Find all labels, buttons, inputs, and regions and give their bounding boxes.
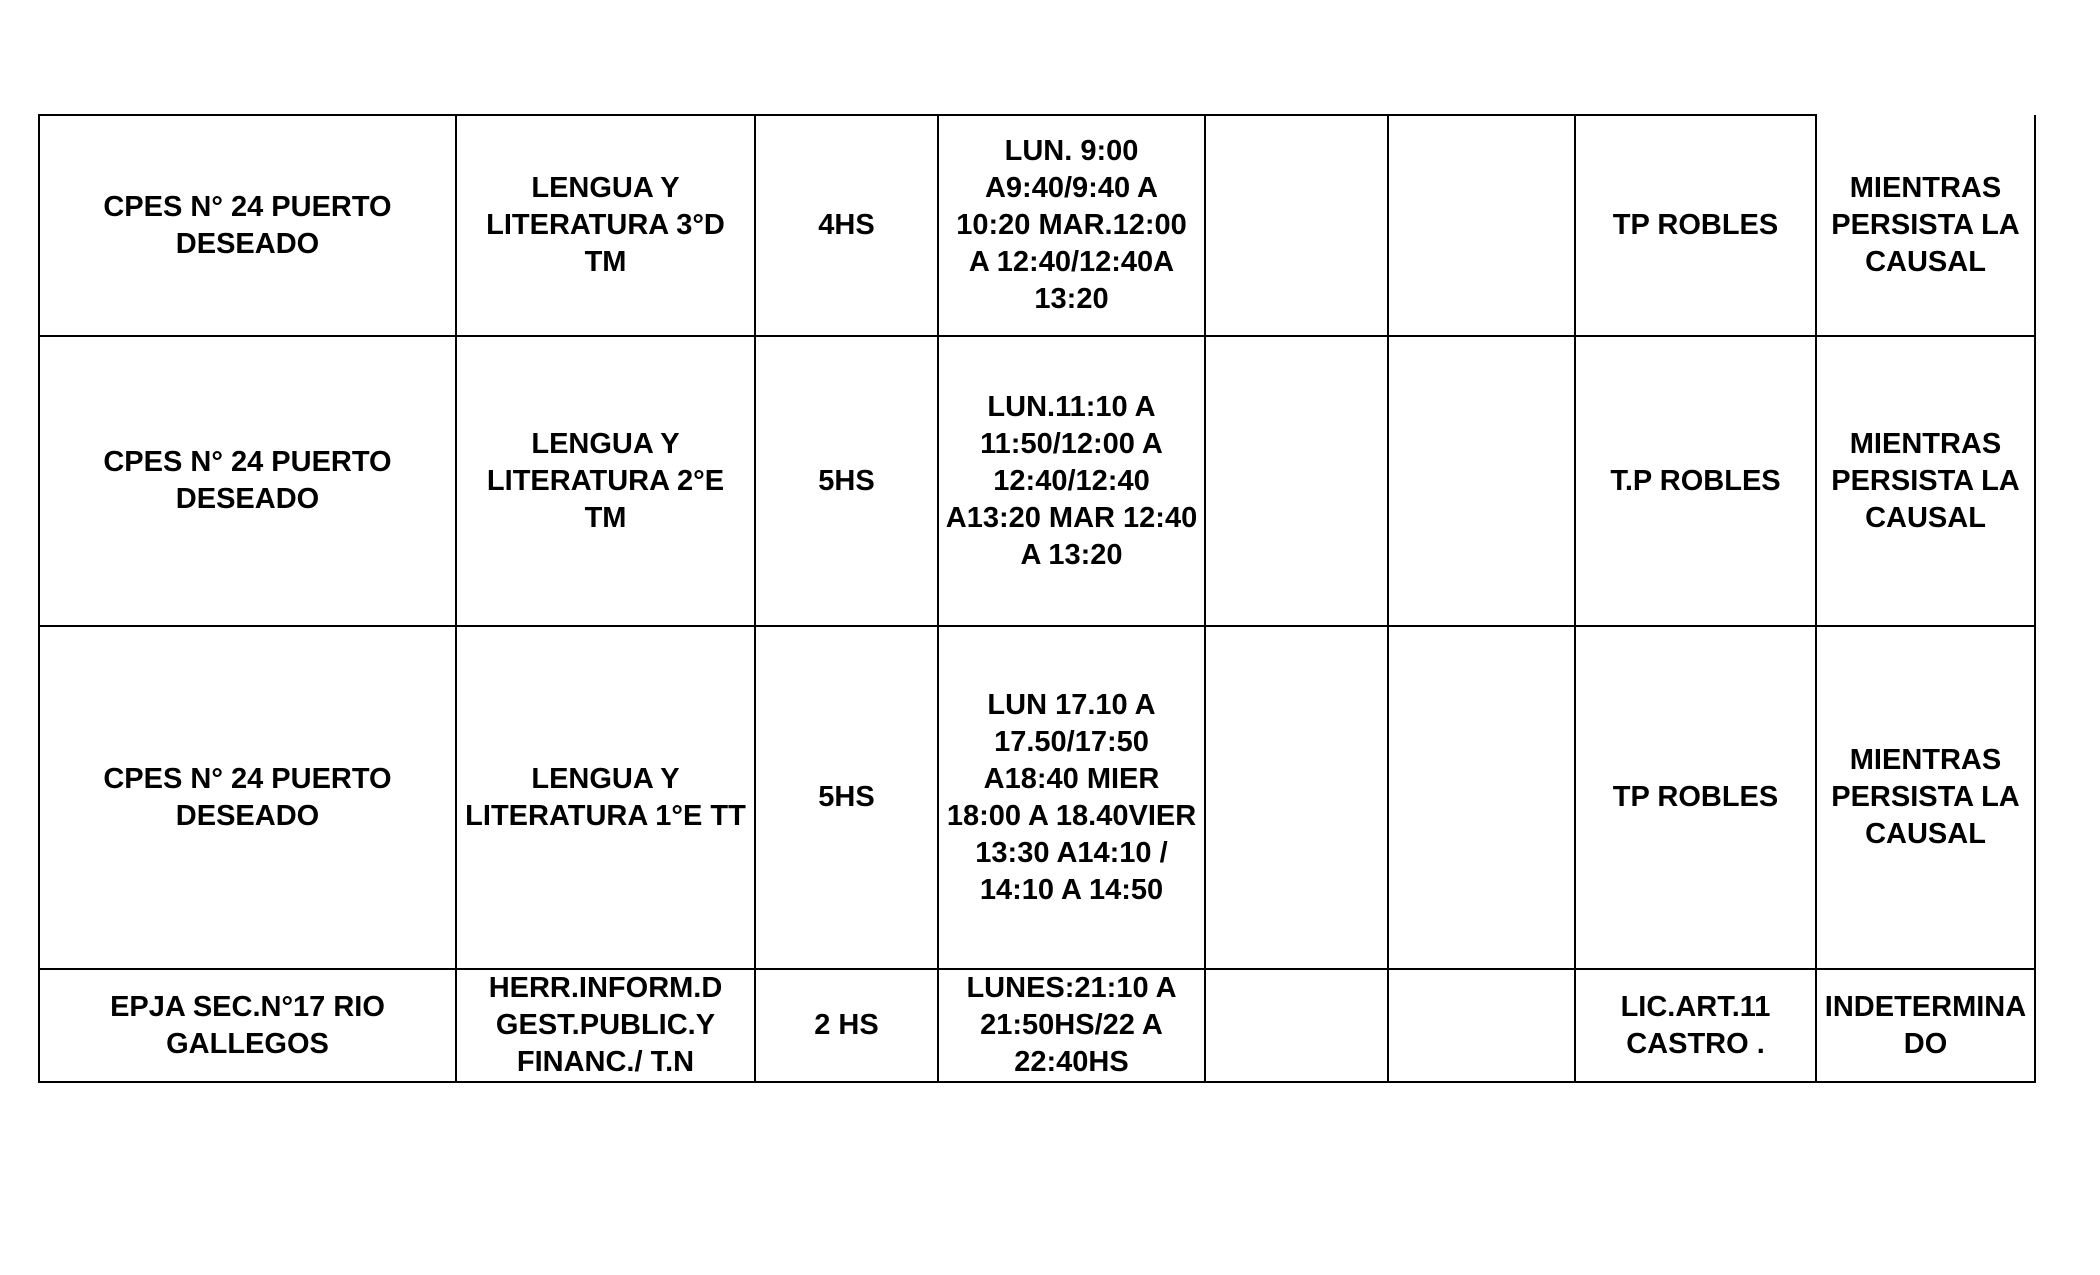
empty-cell-a (1205, 115, 1388, 336)
table-row (39, 336, 2035, 626)
reason-cell: TP ROBLES (1575, 626, 1816, 969)
schedule-cell: LUN. 9:00 A9:40/9:40 A 10:20 MAR.12:00 A 12:40/12:40A 13:20 (938, 115, 1205, 336)
reason-cell: LIC.ART.11 CASTRO . (1575, 969, 1816, 1082)
hours-cell: 5HS (755, 626, 938, 969)
school-cell: EPJA SEC.N°17 RIO GALLEGOS (39, 969, 456, 1082)
empty-cell-a (1205, 969, 1388, 1082)
duration-cell: MIENTRAS PERSISTA LA CAUSAL (1816, 115, 2035, 336)
reason-cell: T.P ROBLES (1575, 336, 1816, 626)
schedule-cell: LUN.11:10 A 11:50/12:00 A 12:40/12:40 A13:20 MAR 12:40 A 13:20 (938, 336, 1205, 626)
empty-cell-a (1205, 626, 1388, 969)
schedule-table (38, 114, 2036, 1083)
table-row (39, 969, 2035, 1082)
school-cell: CPES N° 24 PUERTO DESEADO (39, 626, 456, 969)
subject-cell: LENGUA Y LITERATURA 3°D TM (456, 115, 755, 336)
empty-cell-b (1388, 115, 1575, 336)
table-row (39, 626, 2035, 969)
hours-cell: 2 HS (755, 969, 938, 1082)
empty-cell-b (1388, 969, 1575, 1082)
school-cell: CPES N° 24 PUERTO DESEADO (39, 336, 456, 626)
schedule-cell: LUNES:21:10 A 21:50HS/22 A 22:40HS (938, 969, 1205, 1082)
table-row (39, 115, 2035, 336)
subject-cell: HERR.INFORM.D GEST.PUBLIC.Y FINANC./ T.N (456, 969, 755, 1082)
subject-cell: LENGUA Y LITERATURA 1°E TT (456, 626, 755, 969)
hours-cell: 4HS (755, 115, 938, 336)
reason-cell: TP ROBLES (1575, 115, 1816, 336)
empty-cell-b (1388, 626, 1575, 969)
empty-cell-b (1388, 336, 1575, 626)
empty-cell-a (1205, 336, 1388, 626)
duration-cell: MIENTRAS PERSISTA LA CAUSAL (1816, 626, 2035, 969)
duration-cell: INDETERMINA DO (1816, 969, 2035, 1082)
schedule-cell: LUN 17.10 A 17.50/17:50 A18:40 MIER 18:00 A 18.40VIER 13:30 A14:10 / 14:10 A 14:50 (938, 626, 1205, 969)
hours-cell: 5HS (755, 336, 938, 626)
subject-cell: LENGUA Y LITERATURA 2°E TM (456, 336, 755, 626)
duration-cell: MIENTRAS PERSISTA LA CAUSAL (1816, 336, 2035, 626)
school-cell: CPES N° 24 PUERTO DESEADO (39, 115, 456, 336)
